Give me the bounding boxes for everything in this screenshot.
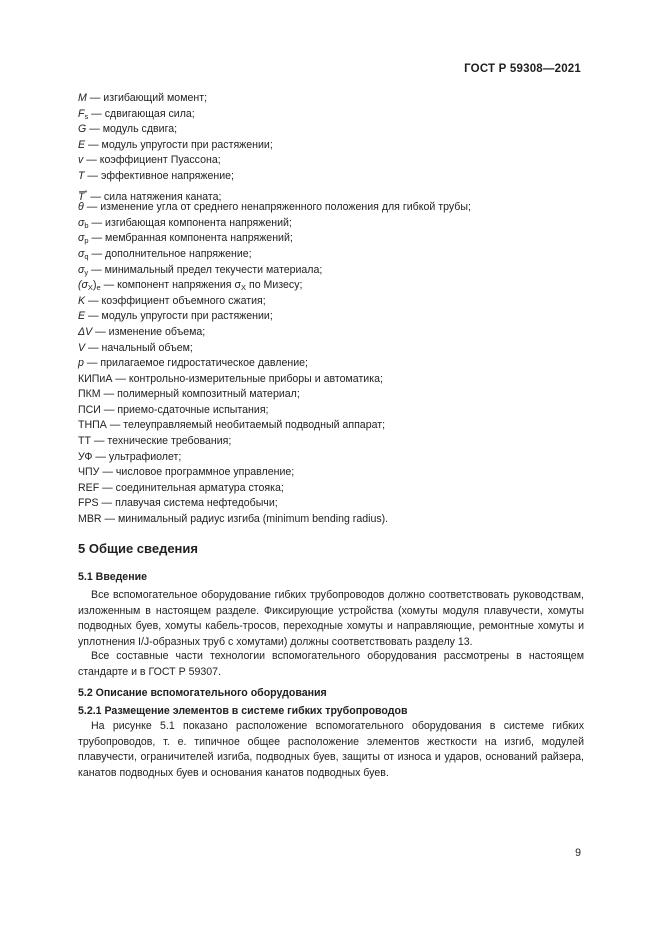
symbol: MBR [78,513,102,526]
symbol-description: по Мизесу; [246,279,303,292]
symbol-definition [78,403,588,419]
symbol-description: — сила натяжения каната; [87,190,222,203]
symbol-description: — компонент напряжения σ [100,279,242,292]
symbols-list [78,91,588,528]
symbol-definition [78,91,588,107]
symbol: FPS [78,497,99,510]
symbol-description: — мембранная компонента напряжений; [88,232,293,245]
symbol-definition [78,434,588,450]
symbol-description: — модуль упругости при растяжении; [85,138,273,151]
symbol-definition [78,169,588,185]
document-number-header: ГОСТ Р 59308—2021 [464,63,581,75]
symbol-definition [78,372,588,388]
symbol-definition [78,247,588,263]
symbol-description: — сдвигающая сила; [88,107,195,120]
page-number: 9 [575,847,581,859]
paragraph-5-1-b: Все составные части технологии вспомогательного оборудования рассмотрены в настоящем стандарте и в ГОСТ Р 59307. [78,650,584,678]
symbol-description: — телеуправляемый необитаемый подводный аппарат; [106,419,386,432]
symbol: УФ [78,450,93,463]
symbol-definition [78,496,588,512]
symbol: K [78,294,86,307]
symbol-description: — ультрафиолет; [92,450,182,463]
symbol-description: — изгибающий момент; [86,92,208,104]
section-5-title: 5 Общие сведения [78,541,198,556]
symbol-description: — коэффициент объемного сжатия; [85,294,266,307]
symbol-description: — контрольно-измерительные приборы и автоматика; [112,372,383,385]
symbol-description: — дополнительное напряжение; [88,247,252,260]
symbol: T̅ [78,190,85,203]
symbol-definition [78,138,588,154]
symbol-subscript: e [96,283,101,293]
subsection-5-2-1-title: 5.2.1 Размещение элементов в системе гибких трубопроводов [78,705,408,717]
symbol-description: — начальный объем; [85,341,193,354]
symbol-description: — модуль упругости при растяжении; [85,310,273,323]
symbol: θ [78,201,84,214]
symbol-description: — минимальный предел текучести материала; [88,263,323,276]
symbol: V [78,341,86,354]
symbol-subscript: y [84,267,89,277]
symbol-definition [78,153,588,169]
symbol: p [78,357,84,370]
symbol-definition [78,200,588,216]
subsection-5-1-title: 5.1 Введение [78,571,148,583]
symbol-superscript: * [84,187,88,197]
symbol-definition [78,107,588,123]
symbol-definition [78,387,588,403]
paragraph-5-2-1: На рисунке 5.1 показано расположение вспомогательного оборудования в системе гибких трубопроводов, т. е. типичное общее расположение элементов жесткости на изгиб, модулей плавучести, ограничителей изгиба, подводных буев, защиты от износа и ударов, оснований райзера, канатов подводных буев и основания канатов подводных буев. [78,720,584,779]
symbol: REF [78,481,100,494]
symbol-description: — изгибающая компонента напряжений; [88,216,292,229]
symbol: T [78,169,85,182]
symbol-part: ) [92,279,97,292]
symbol: ТТ [78,435,91,448]
symbol: σ [78,263,85,276]
symbol: v [78,154,84,167]
symbol-definition [78,122,588,138]
symbol-definition [78,216,588,232]
symbol-description: — модуль сдвига; [86,123,178,136]
symbol-definition [78,185,588,201]
symbol-definition [78,231,588,247]
symbol-definition [78,450,588,466]
symbol: ΔV [78,325,93,338]
symbol: ПСИ [78,403,101,416]
symbol-definition [78,263,588,279]
symbol-subscript: s [84,111,89,121]
symbol: G [78,123,87,136]
symbol: E [78,310,86,323]
symbol-definition [78,418,588,434]
symbol-definition [78,325,588,341]
symbol-definition [78,512,588,528]
symbol: σ [78,247,85,260]
symbol-description: — эффективное напряжение; [84,169,234,182]
symbol-description: — изменение объема; [92,325,206,338]
symbol-description: — прилагаемое гидростатическое давление; [83,357,308,370]
symbol-definition [78,309,588,325]
symbol-description: — плавучая система нефтедобычи; [98,497,278,510]
symbol: F [78,107,85,120]
symbol-subscript: q [84,251,89,261]
symbol-description: — изменение угла от среднего ненапряженного положения для гибкой трубы; [83,201,471,214]
symbol-description: — коэффициент Пуассона; [83,154,221,167]
symbol-subscript: p [84,236,89,246]
symbol-subscript: X [87,283,93,293]
symbol: E [78,138,86,151]
symbol-description: — минимальный радиус изгиба (minimum bending radius). [101,513,389,526]
symbol: (σ [78,279,88,292]
symbol-definition [78,341,588,357]
symbol-description: — приемо-сдаточные испытания; [100,403,269,416]
symbol-definition [78,481,588,497]
symbol: σ [78,216,85,229]
symbol-subscript: X [241,283,247,293]
symbol-description: — числовое программное управление; [99,466,295,479]
symbol-definition [78,356,588,372]
symbol-definition [78,278,588,294]
symbol: ЧПУ [78,466,100,479]
symbol: σ [78,232,85,245]
paragraph-5-1-a: Все вспомогательное оборудование гибких трубопроводов должно соответствовать руководствам, изложенным в настоящем разделе. Фиксирующие устройства (хомуты модуля плавучести, хомуты подводных буев, хомуты кабель-тросов, переходные хомуты и направляющие, ремонтные хомуты и уплотнения I/J-образных труб с хомутами) должны соответствовать разделу 13. [78,589,584,648]
symbol: ТНПА [78,419,107,432]
symbol: ПКМ [78,388,101,401]
subsection-5-2-title: 5.2 Описание вспомогательного оборудования [78,687,327,699]
symbol-description: — полимерный композитный материал; [100,388,300,401]
symbol-description: — соединительная арматура стояка; [99,481,284,494]
symbol-definition [78,465,588,481]
symbol: КИПиА [78,372,113,385]
symbol-description: — технические требования; [90,435,232,448]
symbol: M [78,92,87,104]
symbol-subscript: b [84,220,89,230]
symbol-definition [78,294,588,310]
